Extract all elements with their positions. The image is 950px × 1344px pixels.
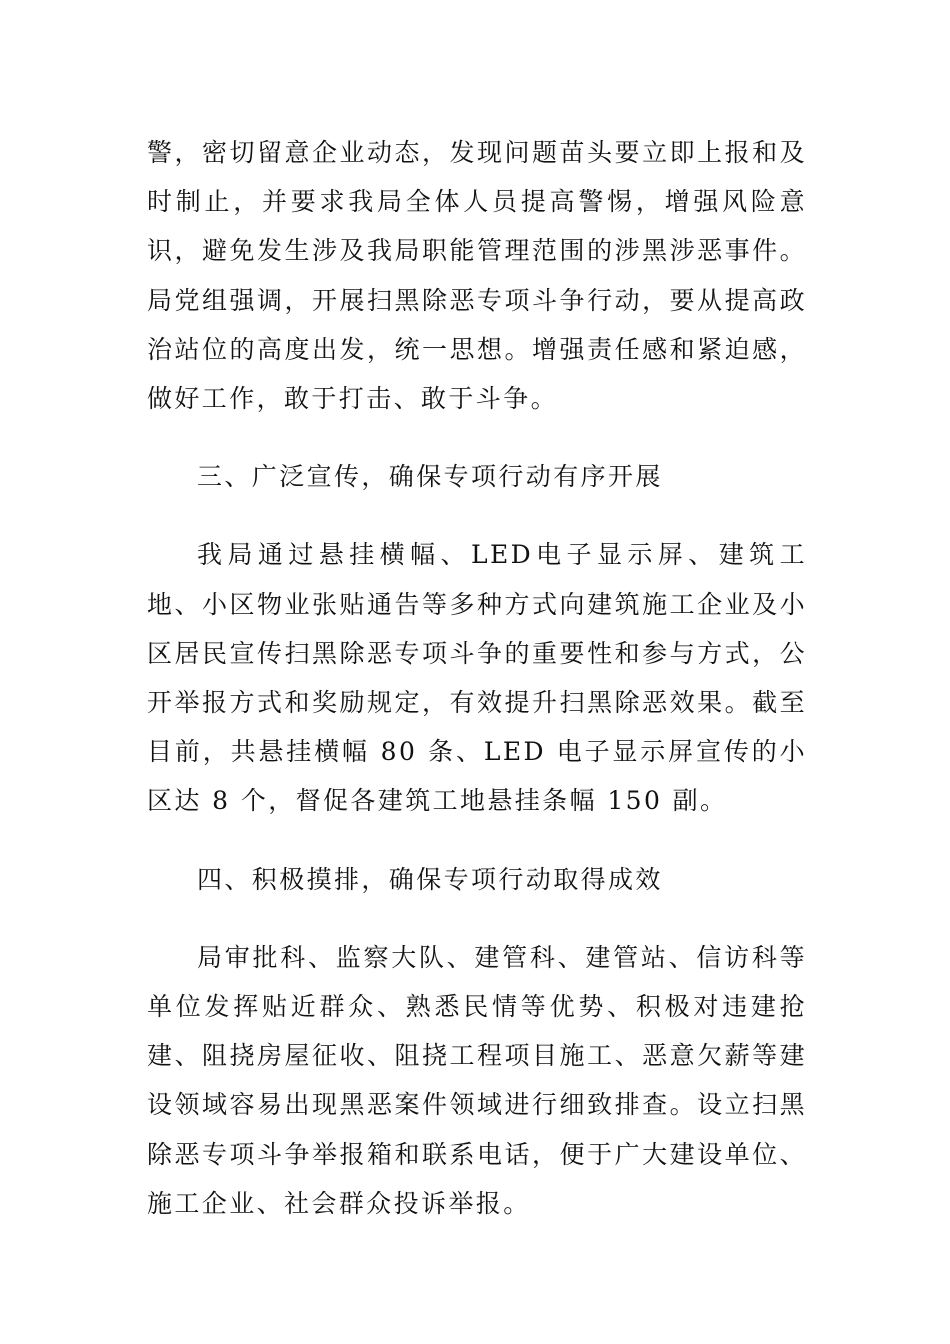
paragraph-publicity: 我局通过悬挂横幅、LED电子显示屏、建筑工地、小区物业张贴通告等多种方式向建筑施工企业及小区居民宣传扫黑除恶专项斗争的重要性和参与方式，公开举报方式和奖励规定，有效提升扫黑除恶效果。截至目前，共悬挂横幅 80 条、LED 电子显示屏宣传的小区达 8 个，督促各建筑工地悬挂条幅 150 副。 bbox=[147, 540, 807, 816]
section-heading-three: 三、广泛宣传，确保专项行动有序开展 bbox=[197, 462, 663, 492]
document-body bbox=[147, 128, 807, 1228]
paragraph-investigation: 局审批科、监察大队、建管科、建管站、信访科等单位发挥贴近群众、熟悉民情等优势、积极对违建抢建、阻挠房屋征收、阻挠工程项目施工、恶意欠薪等建设领域容易出现黑恶案件领域进行细致排查。设立扫黑除恶专项斗争举报箱和联系电话，便于广大建设单位、施工企业、社会群众投诉举报。 bbox=[147, 942, 807, 1218]
paragraph-continued: 警，密切留意企业动态，发现问题苗头要立即上报和及时制止，并要求我局全体人员提高警惕，增强风险意识，避免发生涉及我局职能管理范围的涉黑涉恶事件。局党组强调，开展扫黑除恶专项斗争行动，要从提高政治站位的高度出发，统一思想。增强责任感和紧迫感，做好工作，敢于打击、敢于斗争。 bbox=[147, 138, 807, 414]
section-heading-four: 四、积极摸排，确保专项行动取得成效 bbox=[197, 864, 663, 894]
